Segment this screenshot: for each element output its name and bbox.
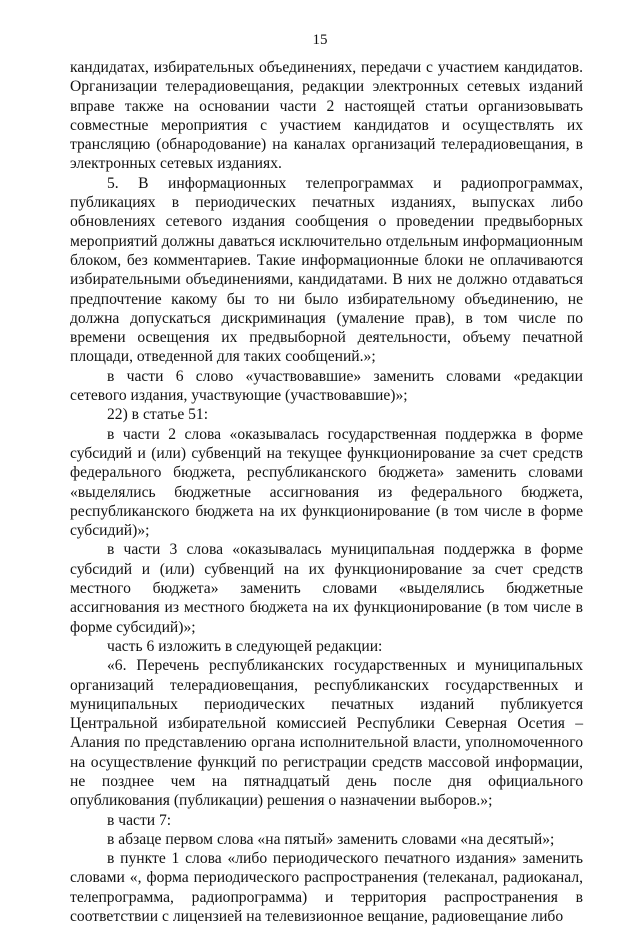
paragraph-part-6-heading: часть 6 изложить в следующей редакции: — [107, 637, 383, 655]
paragraph-part-7-heading: в части 7: — [107, 811, 172, 829]
paragraph-amendment-part-3: в части 3 слова «оказывалась муниципальная поддержка в форме субсидий и (или) субвенций на их функционирование за счет средств местного бюджета» заменить словами «выделялись бюджетные ассигнования из местного бюджета на их функционирование (в том числе в форме субсидий)»; — [70, 541, 583, 636]
paragraph-item-5: 5. В информационных телепрограммах и радиопрограммах, публикациях в периодических печатных изданиях, выпусках либо обновлениях сетевого издания сообщения о проведении предвыборных мероприятий должны даваться исключительно отдельным информационным блоком, без комментариев. Такие информационные блоки не оплачиваются избирательными объединениями, кандидатами. В них не должно отдаваться предпочтение какому бы то ни было избирательному объединению, не должна допускаться дискриминация (умаление прав), в том числе по времени освещения их предвыборной деятельности, объему печатной площади, отведенной для таких сообщений.»; — [70, 174, 583, 366]
paragraph-amendment-part-6: в части 6 слово «участвовавшие» заменить словами «редакции сетевого издания, участвующие (участвовавшие)»; — [70, 367, 583, 405]
paragraph-clause-1: в пункте 1 слова «либо периодического печатного издания» заменить словами «, форма периодического распространения (телеканал, радиоканал, телепрограмма, радиопрограмма) и территория распространения в соответствии с лицензией на телевизионное вещание, радиовещание либо — [70, 850, 583, 926]
document-body — [70, 58, 583, 926]
paragraph-amendment-part-2: в части 2 слова «оказывалась государственная поддержка в форме субсидий и (или) субвенций на текущее функционирование за счет средств федерального бюджета, республиканского бюджета» заменить словами «выделялись бюджетные ассигнования из федерального бюджета, республиканского бюджета на их функционирование (в том числе в форме субсидий)»; — [70, 425, 583, 540]
page-number: 15 — [312, 32, 328, 48]
paragraph-continuation: кандидатах, избирательных объединениях, передачи с участием кандидатов. Организации телерадиовещания, редакции электронных сетевых изданий вправе также на основании части 2 настоящей статьи организовывать совместные мероприятия с участием кандидатов и осуществлять их трансляцию (обнародование) на каналах организаций телерадиовещания, в электронных сетевых изданиях. — [70, 59, 583, 173]
paragraph-part-6-text: «6. Перечень республиканских государственных и муниципальных организаций телерадиовещания, республиканских государственных и муниципальных периодических печатных изданий публикуется Центральной избирательной комиссией Республики Северная Осетия – Алания по представлению органа исполнительной власти, уполномоченного на осуществление функций по регистрации средств массовой информации, не позднее чем на пятнадцатый день после дня официального опубликования (публикации) решения о назначении выборов.»; — [70, 657, 583, 810]
paragraph-first-subparagraph: в абзаце первом слова «на пятый» заменить словами «на десятый»; — [107, 830, 555, 848]
paragraph-item-22: 22) в статье 51: — [107, 406, 209, 424]
